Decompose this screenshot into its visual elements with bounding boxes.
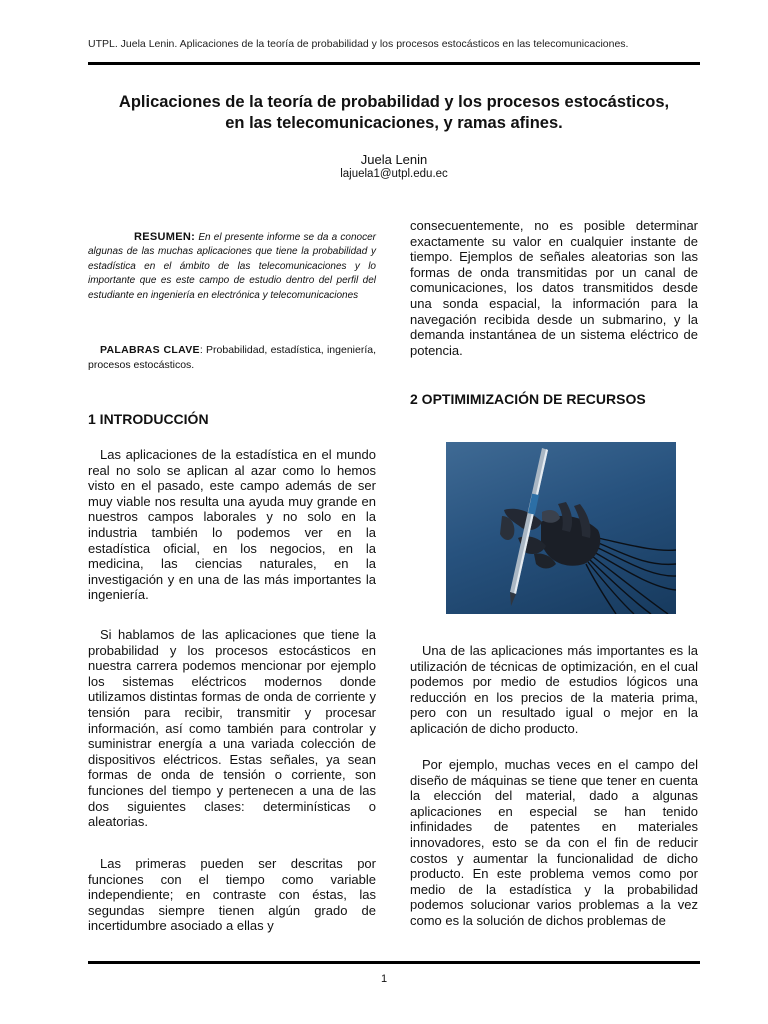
keywords-text: : Probabilidad, estadística, ingeniería, procesos estocásticos. [88, 344, 377, 371]
header-rule [88, 62, 700, 65]
section-1-paragraph-1: Las aplicaciones de la estadística en el mundo real no solo se aplican al azar como lo hemos visto en el pasado, este campo además de ser muy viable nos resulta una ayuda muy grande en nuestros campos laborales y no solo en la industria también lo podemos ver en la estadística oficial, en los negocios, en la medicina, las ciencias naturales, en la investigación y en una de las más importantes la ingeniería. [88, 447, 376, 603]
section-2-heading: 2 OPTIMIMIZACIÓN DE RECURSOS [410, 391, 646, 407]
section-2-paragraph-1: Una de las aplicaciones más importantes es la utilización de técnicas de optimización, en el cual podemos por medio de estudios lógicos una reducción en los precios de la materia prima, pero con un resultado igual o mejor en la aplicación de dicho producto. [410, 643, 698, 736]
keywords [88, 343, 376, 372]
author-name: Juela Lenin [360, 152, 428, 167]
page-number: 1 [380, 973, 388, 985]
title-line-2: en las telecomunicaciones, y ramas afines. [225, 114, 563, 132]
abstract-label: RESUMEN: [134, 231, 196, 243]
running-header: UTPL. Juela Lenin. Aplicaciones de la teoría de probabilidad y los procesos estocásticos en las telecomunicaciones. [88, 38, 629, 50]
right-column-continuation: consecuentemente, no es posible determinar exactamente su valor en cualquier instante de tiempo. Ejemplos de señales aleatorias son las formas de onda transmitidas por un canal de comunicaciones, los datos transmitidos desde una sonda espacial, la información para la navegación recibida desde un submarino, y la demanda instantánea de un sistema eléctrico de potencia. [410, 218, 698, 358]
abstract [88, 230, 376, 303]
section-2-paragraph-2: Por ejemplo, muchas veces en el campo del diseño de máquinas se tiene que tener en cuenta la elección del material, dado a algunas aplicaciones en especial se han tenido infinidades de patentes en materiales innovadores, esto se da con el fin de reducir costos y aumentar la funcionalidad de dicho producto. En este problema vemos como por medio de la estadística y la probabilidad podemos solucionar varios problemas a la vez como es la solución de dichos problemas de [410, 757, 698, 928]
robot-hand-image [446, 442, 676, 614]
footer-rule [88, 961, 700, 964]
author-email: lajuela1@utpl.edu.ec [340, 168, 448, 180]
section-1-paragraph-3: Las primeras pueden ser descritas por funciones con el tiempo como variable independiente; en contraste con éstas, las segundas siempre tienen algún grado de incertidumbre asociado a ellas y [88, 856, 376, 934]
abstract-text: En el presente informe se da a conocer algunas de las muchas aplicaciones que tiene la probabilidad y estadística en el ámbito de las telecomunicaciones y lo importante que es este campo de estudio dentro del perfil del estudiante en ingeniería en electrónica y telecomunicaciones [88, 232, 377, 301]
robot-hand-illustration [446, 442, 676, 614]
section-1-paragraph-2: Si hablamos de las aplicaciones que tiene la probabilidad y los procesos estocásticos en nuestra carrera podemos mencionar por ejemplo los sistemas eléctricos modernos donde utilizamos distintas formas de onda de corriente y tensión para recibir, transmitir y procesar información, así como también para controlar y suministrar energía a una variada colección de dispositivos eléctricos. Estas señales, ya sean formas de onda de tensión o corriente, son funciones del tiempo y pertenecen a una de las dos siguientes clases: determinísticas o aleatorias. [88, 627, 376, 830]
title-line-1: Aplicaciones de la teoría de probabilidad y los procesos estocásticos, [118, 93, 670, 111]
keywords-label: PALABRAS CLAVE [100, 344, 200, 356]
section-1-heading: 1 INTRODUCCIÓN [88, 411, 209, 427]
paper-title [80, 92, 708, 134]
